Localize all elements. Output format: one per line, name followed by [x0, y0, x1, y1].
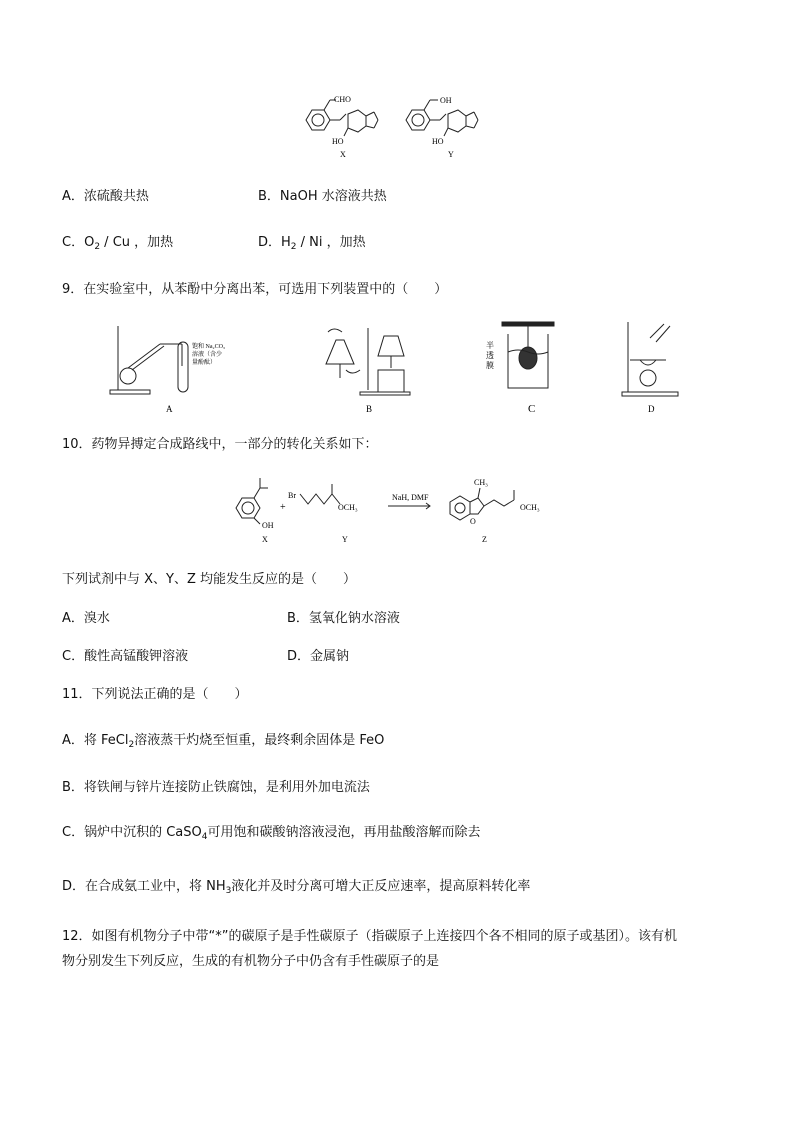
q9-c-note-1: 半 — [486, 341, 494, 350]
q11-stem: 11．下列说法正确的是（ ） — [62, 687, 248, 702]
q9-a-note-2: 溶液（含少 — [192, 352, 223, 358]
y-ho-label: HO — [432, 137, 444, 146]
q10-reaction-figure — [228, 474, 568, 546]
q10-question: 下列试剂中与 X、Y、Z 均能发生反应的是（ ） — [62, 572, 357, 587]
q8-option-c: C．$O_2$ / Cu ，加热 — [62, 235, 174, 252]
q9-label-d: D — [648, 404, 655, 414]
q9-a-note-3: 量酚酞） — [192, 360, 217, 366]
q9-apparatus-figure — [100, 318, 700, 418]
q12-stem-line-1: 12．如图有机物分子中带“*”的碳原子是手性碳原子（指碳原子上连接四个各不相同的原子或基团）。该有机 — [62, 929, 678, 944]
q10-reagent: NaH, DMF — [392, 493, 429, 502]
q8-structures-figure — [290, 92, 520, 162]
q10-option-c: C．酸性高锰酸钾溶液 — [62, 649, 189, 664]
q8-option-d: D．$H_2$ / Ni ，加热 — [258, 235, 366, 252]
y-structure-label: Y — [448, 150, 454, 159]
q9-a-note-1: 饱和 Na₂CO₃ — [192, 344, 226, 350]
q10-x-oh: OH — [262, 521, 274, 530]
q10-y-br: Br — [288, 491, 296, 500]
q10-option-d: D．金属钠 — [287, 649, 350, 664]
q11-option-a: A．将 FeCl$_2$溶液蒸干灼烧至恒重，最终剩余固体是 FeO — [62, 733, 385, 750]
q8-option-a: A．浓硫酸共热 — [62, 189, 149, 204]
q10-y-och3: OCH₃ — [338, 503, 358, 512]
q10-option-a: A．溴水 — [62, 611, 110, 626]
q10-z-o: O — [470, 517, 476, 526]
x-cho-label: CHO — [334, 95, 351, 104]
q9-stem: 9．在实验室中，从苯酚中分离出苯，可选用下列装置中的（ ） — [62, 282, 448, 297]
q9-c-note-2: 透 — [486, 351, 494, 360]
q9-label-b: B — [366, 404, 373, 414]
q9-label-c: C — [528, 403, 536, 415]
q9-c-note-3: 膜 — [486, 361, 494, 370]
q8-option-b: B．NaOH 水溶液共热 — [258, 189, 387, 204]
q11-option-c: C．锅炉中沉积的 CaSO$_4$可用饱和碳酸钠溶液浸泡，再用盐酸溶解而除去 — [62, 825, 481, 842]
q9-label-a: A — [166, 404, 173, 414]
x-structure-label: X — [340, 150, 346, 159]
q10-stem: 10．药物异搏定合成路线中，一部分的转化关系如下： — [62, 437, 378, 452]
q12-stem-line-2: 物分别发生下列反应，生成的有机物分子中仍含有手性碳原子的是 — [62, 954, 440, 969]
q10-label-x: X — [262, 535, 268, 544]
x-ho-label: HO — [332, 137, 344, 146]
q10-plus: + — [280, 502, 286, 513]
q10-z-ch3: CH₃ — [474, 478, 488, 487]
q10-label-y: Y — [342, 535, 348, 544]
q11-option-b: B．将铁闸与锌片连接防止铁腐蚀，是利用外加电流法 — [62, 780, 370, 795]
y-oh-label: OH — [440, 96, 452, 105]
q10-option-b: B．氢氧化钠水溶液 — [287, 611, 400, 626]
q11-option-d: D．在合成氨工业中，将 $NH_3$液化并及时分离可增大正反应速率，提高原料转化率 — [62, 879, 531, 896]
q10-label-z: Z — [482, 535, 487, 544]
q10-z-och3: OCH₃ — [520, 503, 540, 512]
